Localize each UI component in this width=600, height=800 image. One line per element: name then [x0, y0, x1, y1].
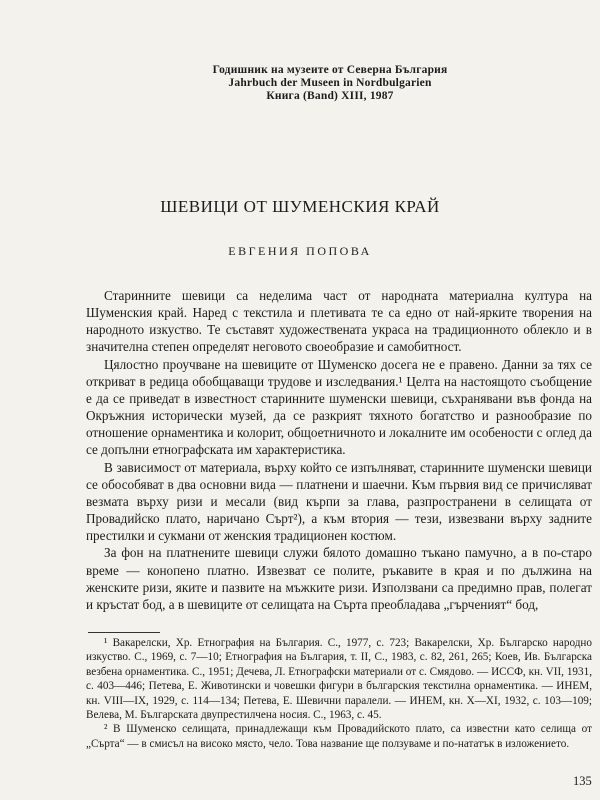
article-author: ЕВГЕНИЯ ПОПОВА [228, 244, 372, 258]
article-body [86, 287, 592, 613]
footnote-separator [88, 632, 160, 633]
journal-header [0, 64, 600, 103]
journal-title-de: Jahrbuch der Museen in Nordbulgarien [228, 77, 432, 89]
journal-volume: Книга (Band) XIII, 1987 [266, 90, 394, 102]
body-paragraph: За фон на платнените шевици служи бялото домашно тъкано памучно, а в по-старо време — конопено платно. Извезват се полите, ръкавите в края и по дължина на женските ризи, яките и пазвите на мъжките ризи. Използвани са предимно прав, полегат и кръстат бод, а в шевиците от селищата на Сърта преобладава „гърченият“ бод, [86, 545, 592, 612]
page-number: 135 [573, 774, 592, 788]
footnote: ¹ Вакарелски, Хр. Етнография на България. С., 1977, с. 723; Вакарелски, Хр. Българско народно изкуство. С., 1969, с. 7—10; Етнография на България, т. II, С., 1983, с. 82, 261, 265; Коев, Ив. Българска везбена орнаментика. С., 1951; Дечева, Л. Етнографски материали от с. Смядово. — ИССФ, кн. VII, 1931, с. 403—446; Петева, Е. Животински и човешки фигури в българския текстилна орнаментика. — ИНЕМ, кн. VIII—IX, 1929, с. 114—134; Петева, Е. Шевични паралели. — ИНЕМ, кн. X—XI, 1932, с. 103—109; Велева, М. Българската двупрестилчена носия. С., 1963, с. 45. [86, 637, 592, 722]
body-paragraph: В зависимост от материала, върху който се изпълняват, старинните шуменски шевици се обособяват в два основни вида — платнени и шаечни. Към първия вид се причисляват везмата върху ризи и месали (вид кърпи за глава, разпространени в селищата от Провадийско плато, наричано Сърт²), а към втория — тези, извезвани върху задните престилки и сукмани от женския традиционен костюм. [86, 459, 592, 544]
article-title: ШЕВИЦИ ОТ ШУМЕНСКИЯ КРАЙ [160, 197, 440, 216]
footnote: ² В Шуменско селищата, принадлежащи към Провадийското плато, са известни като селища от „Сърта“ — в смисъл на високо място, чело. Това название ще ползуваме и по-нататък в изложението. [86, 723, 592, 750]
footnotes [86, 636, 592, 751]
journal-title-bg: Годишник на музеите от Северна България [212, 64, 448, 76]
body-paragraph: Старинните шевици са неделима част от народната материална култура на Шуменския край. Наред с текстила и плетивата те са едно от най-ярките творения на народното изкуство. Те съставят художествената украса на традиционното облекло и в значителна степен определят неговото своеобразие и самобитност. [86, 288, 592, 355]
body-paragraph: Цялостно проучване на шевиците от Шуменско досега не е правено. Данни за тях се откриват в редица обобщаващи трудове и изследвания.¹ Целта на настоящото съобщение е да се приведат в известност старинните шуменски шевици, съхранявани във фонда на Окръжния исторически музей, да се разкрият тяхното богатство и разнообразие по отношение орнаментика и колорит, общоетничното и локалните им особености с оглед да се допълни етнографската им характеристика. [86, 356, 592, 458]
